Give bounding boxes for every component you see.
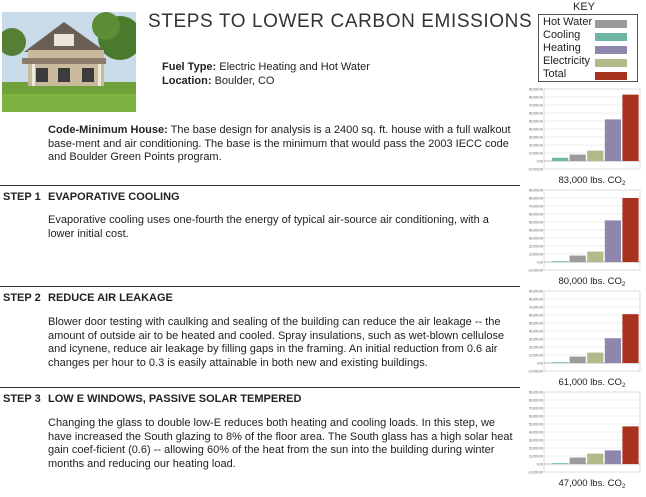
chart-caption: 61,000 lbs. $CO_2$ [558, 377, 626, 388]
bar-total [622, 314, 638, 363]
house-meta [162, 60, 370, 88]
y-tick-label: 90,000.00 [528, 289, 543, 294]
y-tick-label: 20,000.00 [528, 345, 543, 350]
chart-step-1 [528, 188, 644, 287]
bar-heating [605, 450, 621, 464]
y-tick-label: 40,000.00 [528, 430, 543, 435]
chart-caption: 47,000 lbs. $CO_2$ [558, 478, 626, 489]
key-swatch-hot-water [595, 20, 627, 28]
y-tick-label: 0.00 [536, 462, 543, 467]
y-tick-label: 10,000.00 [528, 353, 543, 358]
bar-hot-water [570, 155, 586, 161]
page-title: STEPS TO LOWER CARBON EMISSIONS [148, 11, 533, 32]
y-tick-label: 20,000.00 [528, 143, 543, 148]
key-item-hot-water: Hot Water [543, 16, 593, 28]
bar-hot-water [570, 458, 586, 464]
y-tick-label: -10,000.00 [528, 369, 543, 374]
y-tick-label: 70,000.00 [528, 204, 543, 209]
bar-cooling [552, 261, 568, 262]
step-1-text: Evaporative cooling uses one-fourth the energy of typical air-source air conditioning, with a lower initial cost. [48, 214, 489, 240]
bar-hot-water [570, 256, 586, 262]
key-legend [538, 14, 638, 82]
intro-paragraph [48, 124, 516, 165]
y-tick-label: 70,000.00 [528, 305, 543, 310]
y-tick-label: 80,000.00 [528, 196, 543, 201]
divider-step-2 [0, 286, 520, 287]
y-tick-label: 50,000.00 [528, 220, 543, 225]
y-tick-label: 40,000.00 [528, 127, 543, 132]
step-2-text: Blower door testing with caulking and sealing of the building can reduce the air leakage -- the amount of outside air to be heated and cooled. Spray insulations, such as wet-blown cellulose and icynene, reduce air leakage by filling gaps in the framing. An initial reduction from 0.6 air changes per hour to 0.3 is easily attainable in both new and existing buildings. [48, 316, 505, 369]
fuel-type-label: Fuel Type: [162, 61, 217, 73]
y-tick-label: 20,000.00 [528, 446, 543, 451]
y-tick-label: -10,000.00 [528, 470, 543, 475]
key-swatch-electricity [595, 59, 627, 67]
y-tick-label: 30,000.00 [528, 236, 543, 241]
y-tick-label: 10,000.00 [528, 252, 543, 257]
chart-caption-subscript: 2 [621, 180, 626, 186]
y-tick-label: 60,000.00 [528, 212, 543, 217]
fuel-type-value: Electric Heating and Hot Water [219, 61, 370, 73]
y-tick-label: 0.00 [536, 260, 543, 265]
y-tick-label: 0.00 [536, 159, 543, 164]
step-3-text: Changing the glass to double low-E reduces both heating and cooling loads. In this step, we have increased the South glazing to 8% of the floor area. The South glass has a high solar heat gain coef-ficient (0.6) -- allowing 60% of the heat from the sun into the building during winter months and reducing our heating load. [48, 417, 513, 470]
y-tick-label: 90,000.00 [528, 87, 543, 92]
bar-heating [605, 338, 621, 363]
location-value: Boulder, CO [214, 75, 275, 87]
y-tick-label: 60,000.00 [528, 414, 543, 419]
bar-total [622, 95, 638, 161]
step-3-title: LOW E WINDOWS, PASSIVE SOLAR TEMPERED [48, 393, 302, 405]
bar-electricity [587, 151, 603, 161]
y-tick-label: 10,000.00 [528, 151, 543, 156]
y-tick-label: 20,000.00 [528, 244, 543, 249]
step-2-label: STEP 2 [3, 292, 41, 304]
y-tick-label: 70,000.00 [528, 103, 543, 108]
y-tick-label: -10,000.00 [528, 268, 543, 273]
chart-caption-subscript: 2 [621, 483, 626, 489]
bar-heating [605, 220, 621, 262]
bar-cooling [552, 158, 568, 161]
y-tick-label: 30,000.00 [528, 438, 543, 443]
y-tick-label: 60,000.00 [528, 313, 543, 318]
bar-heating [605, 119, 621, 161]
y-tick-label: 50,000.00 [528, 422, 543, 427]
y-tick-label: 30,000.00 [528, 337, 543, 342]
house-photo [2, 12, 136, 112]
key-item-heating: Heating [543, 42, 581, 54]
y-tick-label: 50,000.00 [528, 119, 543, 124]
chart-caption-subscript: 2 [621, 382, 626, 388]
key-title: KEY [573, 1, 596, 13]
chart-step-3 [528, 390, 644, 489]
y-tick-label: -10,000.00 [528, 167, 543, 172]
y-tick-label: 0.00 [536, 361, 543, 366]
chart-caption: 80,000 lbs. $CO_2$ [558, 276, 626, 287]
key-swatch-total [595, 72, 627, 80]
y-tick-label: 30,000.00 [528, 135, 543, 140]
bar-electricity [587, 252, 603, 262]
chart-caption: 83,000 lbs. $CO_2$ [558, 175, 626, 186]
divider-step-3 [0, 387, 520, 388]
intro-heading: Code-Minimum House: [48, 124, 168, 136]
bar-electricity [587, 454, 603, 464]
divider-step-1 [0, 185, 520, 186]
location-label: Location: [162, 75, 212, 87]
key-item-cooling: Cooling [543, 29, 581, 41]
y-tick-label: 80,000.00 [528, 398, 543, 403]
bar-hot-water [570, 357, 586, 363]
y-tick-label: 60,000.00 [528, 111, 543, 116]
step-3-label: STEP 3 [3, 393, 41, 405]
intro-text: The base design for analysis is a 2400 sq. ft. house with a full walkout base-ment and air conditioning. The base is the minimum that would pass the 2003 IECC code and Boulder Green Points program. [48, 124, 511, 163]
y-tick-label: 40,000.00 [528, 228, 543, 233]
bar-electricity [587, 353, 603, 363]
y-tick-label: 90,000.00 [528, 390, 543, 395]
key-item-total: Total [543, 68, 567, 80]
bar-total [622, 198, 638, 262]
key-swatch-cooling [595, 33, 627, 41]
step-2-title: REDUCE AIR LEAKAGE [48, 292, 173, 304]
y-tick-label: 70,000.00 [528, 406, 543, 411]
key-item-electricity: Electricity [543, 55, 591, 67]
chart-caption-subscript: 2 [621, 281, 626, 287]
y-tick-label: 80,000.00 [528, 95, 543, 100]
step-1-label: STEP 1 [3, 191, 41, 203]
step-1-title: EVAPORATIVE COOLING [48, 191, 180, 203]
y-tick-label: 90,000.00 [528, 188, 543, 193]
chart-base [528, 87, 644, 186]
bar-cooling [552, 362, 568, 363]
y-tick-label: 80,000.00 [528, 297, 543, 302]
chart-step-2 [528, 289, 644, 388]
y-tick-label: 10,000.00 [528, 454, 543, 459]
bar-total [622, 426, 638, 464]
y-tick-label: 40,000.00 [528, 329, 543, 334]
bar-cooling [552, 463, 568, 464]
key-swatch-heating [595, 46, 627, 54]
y-tick-label: 50,000.00 [528, 321, 543, 326]
